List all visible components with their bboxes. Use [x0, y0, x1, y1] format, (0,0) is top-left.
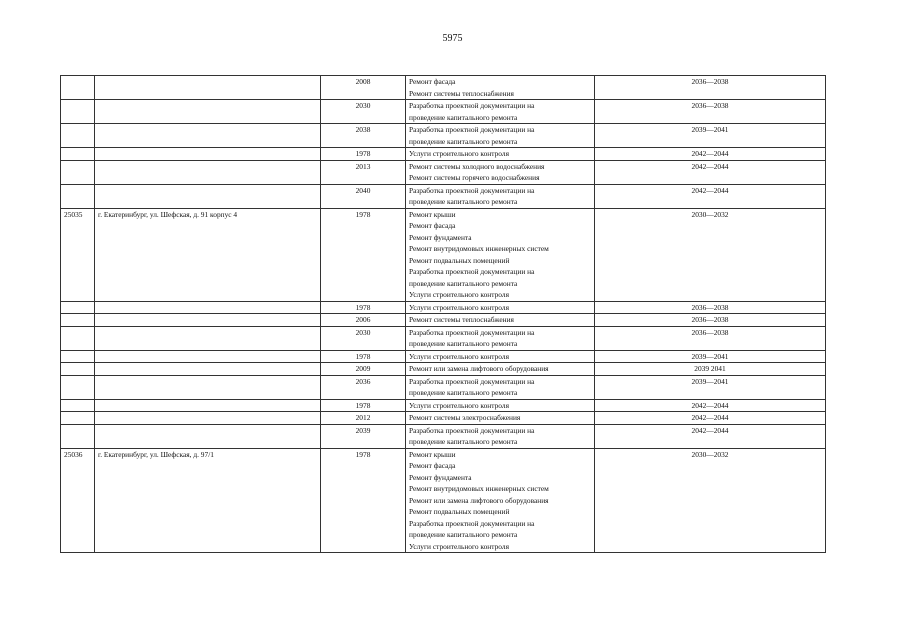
- work-type-line: Ремонт системы теплоснабжения: [409, 88, 514, 98]
- commission-year-cell: 2030: [321, 100, 406, 124]
- work-type-line: Ремонт внутридомовых инженерных систем: [409, 244, 549, 253]
- address-cell: [95, 148, 321, 161]
- work-type-line: Ремонт подвальных помещений: [409, 255, 510, 265]
- address-cell: [95, 301, 321, 314]
- work-type-line: Ремонт фасада: [409, 461, 456, 470]
- work-type-cell: [406, 424, 595, 448]
- commission-year-cell: 1978: [321, 350, 406, 363]
- work-type-cell: [406, 412, 595, 425]
- work-type-line: Ремонт системы электроснабжения: [409, 413, 521, 422]
- work-type-line: Разработка проектной документации на: [409, 518, 535, 528]
- object-id-cell: [61, 124, 95, 148]
- work-type-line: Разработка проектной документации на: [409, 125, 535, 134]
- commission-year-cell: 2036: [321, 375, 406, 399]
- table-row: [61, 208, 826, 301]
- planned-period-cell: 2039—2041: [595, 124, 826, 148]
- table-row: [61, 314, 826, 327]
- address-cell: г. Екатеринбург, ул. Шефская, д. 97/1: [95, 448, 321, 553]
- table-row: [61, 301, 826, 314]
- work-type-line: Услуги строительного контроля: [409, 149, 509, 158]
- planned-period-cell: 2036—2038: [595, 314, 826, 327]
- planned-period-cell: 2042—2044: [595, 148, 826, 161]
- work-type-line: проведение капитального ремонта: [409, 197, 518, 206]
- address-cell: [95, 184, 321, 208]
- table-row: [61, 124, 826, 148]
- commission-year-cell: 2040: [321, 184, 406, 208]
- address-cell: [95, 326, 321, 350]
- work-type-cell: [406, 375, 595, 399]
- planned-period-cell: 2039—2041: [595, 375, 826, 399]
- work-type-line: Услуги строительного контроля: [409, 400, 509, 410]
- object-id-cell: 25036: [61, 448, 95, 553]
- table-row: [61, 148, 826, 161]
- work-type-line: Ремонт фасада: [409, 221, 456, 230]
- object-id-cell: [61, 363, 95, 376]
- object-id-cell: [61, 314, 95, 327]
- work-type-line: Ремонт или замена лифтового оборудования: [409, 364, 549, 373]
- planned-period-cell: 2042—2044: [595, 424, 826, 448]
- commission-year-cell: 1978: [321, 301, 406, 314]
- commission-year-cell: 2006: [321, 314, 406, 327]
- work-type-cell: [406, 160, 595, 184]
- repair-schedule-table: [60, 75, 826, 553]
- table-row: [61, 448, 826, 553]
- planned-period-cell: 2042—2044: [595, 184, 826, 208]
- table-row: [61, 76, 826, 100]
- planned-period-cell: 2030—2032: [595, 448, 826, 553]
- planned-period-cell: 2036—2038: [595, 301, 826, 314]
- work-type-cell: [406, 148, 595, 161]
- table-row: [61, 375, 826, 399]
- address-cell: [95, 412, 321, 425]
- object-id-cell: [61, 76, 95, 100]
- work-type-line: Ремонт внутридомовых инженерных систем: [409, 484, 549, 493]
- work-type-line: Ремонт крыши: [409, 209, 456, 219]
- work-type-line: Услуги строительного контроля: [409, 302, 509, 312]
- work-type-line: проведение капитального ремонта: [409, 136, 518, 146]
- object-id-cell: [61, 326, 95, 350]
- table-body: [61, 76, 826, 553]
- address-cell: [95, 350, 321, 363]
- work-type-line: Ремонт или замена лифтового оборудования: [409, 495, 549, 505]
- address-cell: г. Екатеринбург, ул. Шефская, д. 91 корпус 4: [95, 208, 321, 301]
- work-type-line: Ремонт системы горячего водоснабжения: [409, 173, 540, 182]
- work-type-cell: [406, 76, 595, 100]
- table-row: [61, 160, 826, 184]
- page-number: 5975: [442, 33, 463, 44]
- work-type-line: Разработка проектной документации на: [409, 267, 535, 276]
- object-id-cell: [61, 148, 95, 161]
- work-type-cell: [406, 314, 595, 327]
- work-type-line: Ремонт фасада: [409, 77, 456, 86]
- planned-period-cell: 2039—2041: [595, 350, 826, 363]
- work-type-cell: [406, 326, 595, 350]
- work-type-line: Разработка проектной документации на: [409, 185, 535, 195]
- object-id-cell: [61, 412, 95, 425]
- planned-period-cell: 2042—2044: [595, 160, 826, 184]
- object-id-cell: [61, 100, 95, 124]
- address-cell: [95, 399, 321, 412]
- commission-year-cell: 2030: [321, 326, 406, 350]
- work-type-line: проведение капитального ремонта: [409, 278, 518, 288]
- work-type-line: проведение капитального ремонта: [409, 437, 518, 446]
- planned-period-cell: 2036—2038: [595, 100, 826, 124]
- work-type-line: проведение капитального ремонта: [409, 339, 518, 348]
- work-type-line: Услуги строительного контроля: [409, 290, 509, 299]
- address-cell: [95, 314, 321, 327]
- commission-year-cell: 2009: [321, 363, 406, 376]
- work-type-line: Услуги строительного контроля: [409, 541, 509, 551]
- work-type-line: Разработка проектной документации на: [409, 425, 535, 435]
- address-cell: [95, 375, 321, 399]
- commission-year-cell: 2012: [321, 412, 406, 425]
- commission-year-cell: 1978: [321, 399, 406, 412]
- table-row: [61, 100, 826, 124]
- work-type-cell: [406, 350, 595, 363]
- table-row: [61, 399, 826, 412]
- table-row: [61, 326, 826, 350]
- planned-period-cell: 2036—2038: [595, 326, 826, 350]
- commission-year-cell: 2038: [321, 124, 406, 148]
- work-type-line: Разработка проектной документации на: [409, 376, 535, 386]
- commission-year-cell: 1978: [321, 208, 406, 301]
- address-cell: [95, 363, 321, 376]
- work-type-line: проведение капитального ремонта: [409, 112, 518, 122]
- object-id-cell: [61, 375, 95, 399]
- object-id-cell: [61, 399, 95, 412]
- object-id-cell: [61, 184, 95, 208]
- planned-period-cell: 2036—2038: [595, 76, 826, 100]
- commission-year-cell: 1978: [321, 448, 406, 553]
- work-type-line: проведение капитального ремонта: [409, 530, 518, 539]
- work-type-cell: [406, 184, 595, 208]
- address-cell: [95, 124, 321, 148]
- work-type-cell: [406, 124, 595, 148]
- object-id-cell: [61, 160, 95, 184]
- commission-year-cell: 2008: [321, 76, 406, 100]
- planned-period-cell: 2030—2032: [595, 208, 826, 301]
- table-row: [61, 184, 826, 208]
- table-row: [61, 350, 826, 363]
- work-type-line: Разработка проектной документации на: [409, 327, 535, 337]
- object-id-cell: [61, 350, 95, 363]
- address-cell: [95, 100, 321, 124]
- work-type-line: Ремонт фундамента: [409, 232, 472, 242]
- object-id-cell: [61, 424, 95, 448]
- work-type-line: Ремонт подвальных помещений: [409, 507, 510, 516]
- work-type-line: Ремонт системы холодного водоснабжения: [409, 161, 545, 171]
- object-id-cell: 25035: [61, 208, 95, 301]
- work-type-line: Разработка проектной документации на: [409, 101, 535, 110]
- commission-year-cell: 2013: [321, 160, 406, 184]
- planned-period-cell: 2039 2041: [595, 363, 826, 376]
- work-type-line: Услуги строительного контроля: [409, 351, 509, 361]
- work-type-line: Ремонт фундамента: [409, 472, 472, 482]
- work-type-line: проведение капитального ремонта: [409, 388, 518, 397]
- table-row: [61, 412, 826, 425]
- work-type-line: Ремонт крыши: [409, 449, 456, 459]
- commission-year-cell: 2039: [321, 424, 406, 448]
- planned-period-cell: 2042—2044: [595, 412, 826, 425]
- work-type-cell: [406, 301, 595, 314]
- address-cell: [95, 424, 321, 448]
- table-row: [61, 424, 826, 448]
- work-type-line: Ремонт системы теплоснабжения: [409, 315, 514, 324]
- table-row: [61, 363, 826, 376]
- work-type-cell: [406, 399, 595, 412]
- address-cell: [95, 76, 321, 100]
- planned-period-cell: 2042—2044: [595, 399, 826, 412]
- work-type-cell: [406, 208, 595, 301]
- work-type-cell: [406, 448, 595, 553]
- commission-year-cell: 1978: [321, 148, 406, 161]
- object-id-cell: [61, 301, 95, 314]
- work-type-cell: [406, 363, 595, 376]
- work-type-cell: [406, 100, 595, 124]
- address-cell: [95, 160, 321, 184]
